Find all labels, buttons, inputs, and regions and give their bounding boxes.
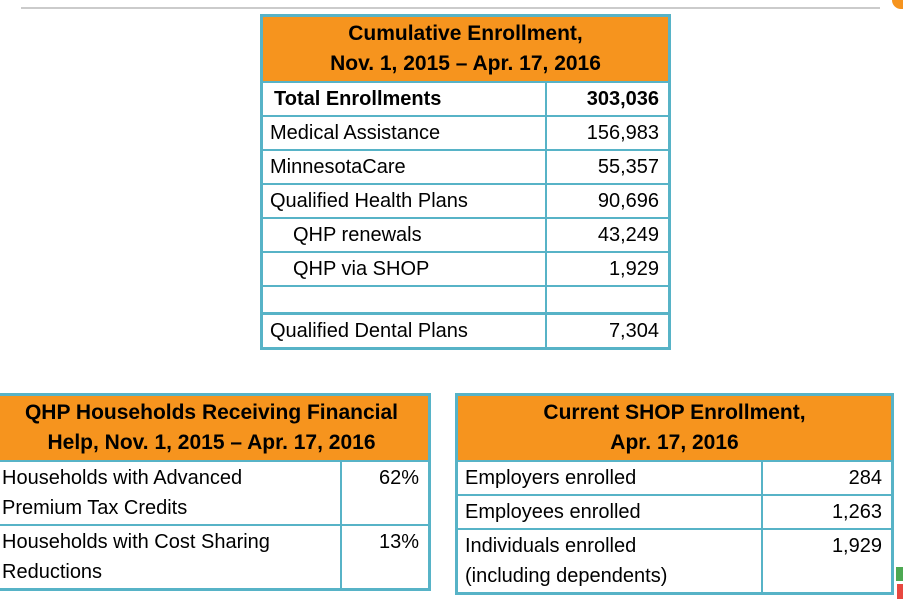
shop-title-line2: Apr. 17, 2016 — [610, 431, 739, 454]
financial-help-title-line2: Help, Nov. 1, 2015 – Apr. 17, 2016 — [47, 431, 376, 454]
row-label: Households with Advanced Premium Tax Credits — [2, 467, 243, 519]
table-row-cost-sharing-reductions — [0, 524, 428, 588]
financial-help-title-line1: QHP Households Receiving Financial — [24, 401, 399, 424]
logo-fragment-green-icon — [896, 567, 903, 581]
row-value: 62% — [340, 462, 428, 524]
shop-title-line1: Current SHOP Enrollment, — [543, 401, 806, 424]
shop-table-header — [458, 396, 891, 462]
row-value: 156,983 — [545, 117, 668, 149]
row-label: Individuals enrolled (including dependents) — [465, 535, 668, 587]
row-value: 1,929 — [761, 530, 891, 592]
row-label: Medical Assistance — [270, 122, 441, 144]
row-label: MinnesotaCare — [270, 156, 406, 178]
table-row-advanced-premium-tax-credits — [0, 462, 428, 524]
shop-enrollment-table — [455, 393, 894, 595]
cumulative-title-line1: Cumulative Enrollment, — [348, 22, 583, 45]
row-value: 284 — [761, 462, 891, 494]
row-value: 13% — [340, 526, 428, 588]
table-row-qualified-dental-plans — [263, 315, 668, 347]
dental-plans-table — [260, 312, 671, 350]
row-label: QHP renewals — [293, 224, 422, 246]
table-row-total-enrollments — [263, 83, 668, 115]
row-value: 7,304 — [545, 315, 668, 347]
row-value: 303,036 — [545, 83, 668, 115]
table-row-employees-enrolled — [458, 494, 891, 528]
row-label: Employers enrolled — [465, 467, 637, 489]
table-row-individuals-enrolled — [458, 528, 891, 592]
financial-help-table — [0, 393, 431, 591]
row-value: 1,929 — [545, 253, 668, 285]
cumulative-table-header — [263, 17, 668, 83]
table-row-qhp-via-shop — [263, 251, 668, 285]
logo-fragment-orange-icon — [892, 0, 903, 9]
row-value: 43,249 — [545, 219, 668, 251]
financial-help-table-header — [0, 396, 428, 462]
cumulative-enrollment-table — [260, 14, 671, 320]
row-label: Qualified Health Plans — [270, 190, 468, 212]
row-label: Total Enrollments — [274, 88, 442, 110]
row-value: 90,696 — [545, 185, 668, 217]
row-value: 55,357 — [545, 151, 668, 183]
table-row-qualified-health-plans — [263, 183, 668, 217]
table-row-employers-enrolled — [458, 462, 891, 494]
logo-fragment-red-icon — [897, 584, 903, 599]
table-row-medical-assistance — [263, 115, 668, 149]
table-row-qhp-renewals — [263, 217, 668, 251]
row-label: Employees enrolled — [465, 501, 641, 523]
row-value: 1,263 — [761, 496, 891, 528]
table-row-minnesotacare — [263, 149, 668, 183]
row-label: QHP via SHOP — [293, 258, 430, 280]
top-divider — [21, 7, 880, 9]
cumulative-title-line2: Nov. 1, 2015 – Apr. 17, 2016 — [330, 52, 601, 75]
row-label: Qualified Dental Plans — [270, 320, 468, 342]
row-label: Households with Cost Sharing Reductions — [2, 531, 270, 583]
